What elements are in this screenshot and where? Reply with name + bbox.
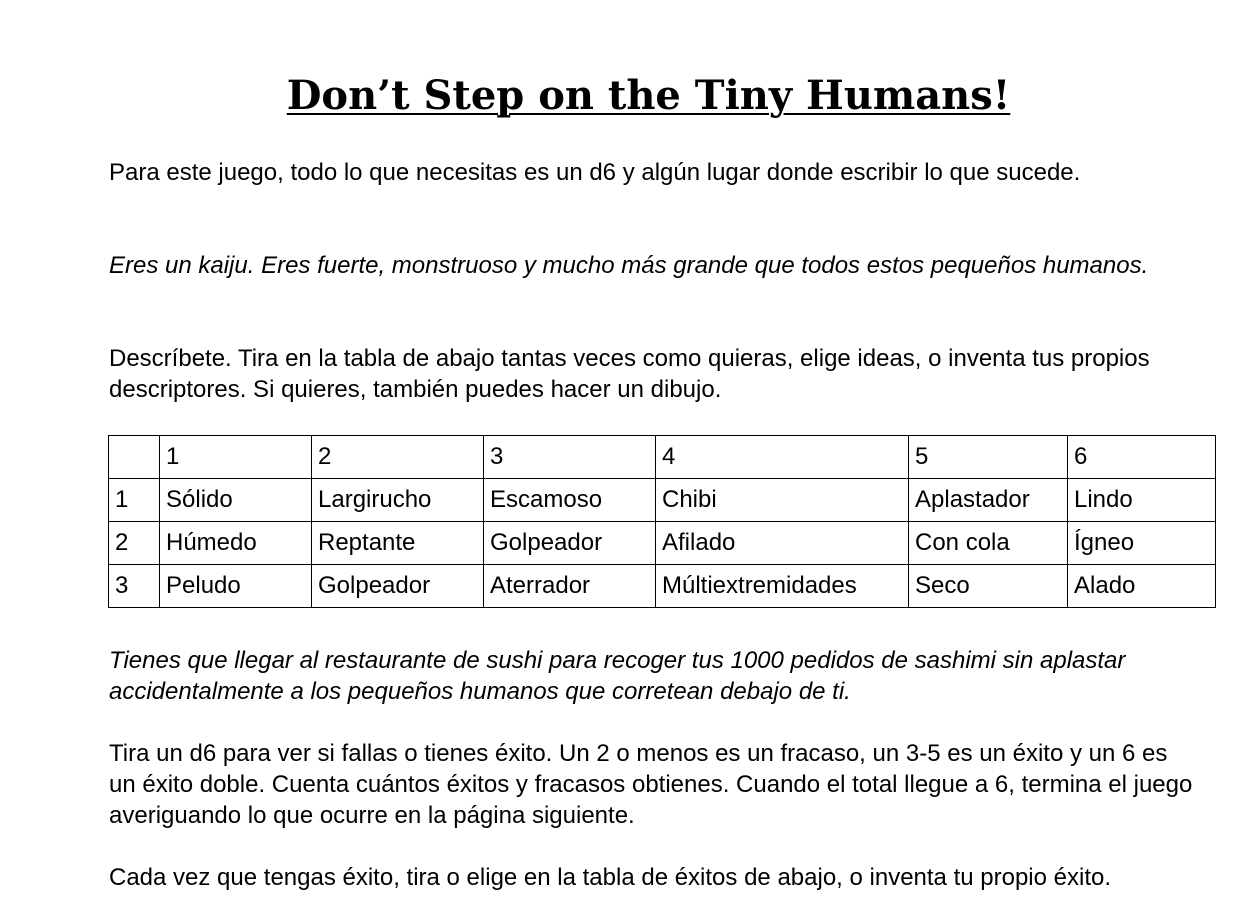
goal-paragraph: Tienes que llegar al restaurante de sushi para recoger tus 1000 pedidos de sashimi sin aplastar accidentalmente a los pequeños humanos que corretean debajo de ti. (109, 647, 1126, 705)
table-cell: Golpeador (484, 522, 656, 565)
table-header-cell (109, 436, 160, 479)
descriptor-table (108, 435, 1216, 608)
describe-paragraph: Descríbete. Tira en la tabla de abajo tantas veces como quieras, elige ideas, o inventa tus propios descriptores. Si quieres, también puedes hacer un dibujo. (109, 345, 1150, 403)
table-cell: Húmedo (160, 522, 312, 565)
table-cell: Ígneo (1068, 522, 1216, 565)
table-cell: Afilado (656, 522, 909, 565)
intro-paragraph: Para este juego, todo lo que necesitas es un d6 y algún lugar donde escribir lo que sucede. (109, 159, 1081, 186)
roll-paragraph: Tira un d6 para ver si fallas o tienes éxito. Un 2 o menos es un fracaso, un 3-5 es un éxito y un 6 es un éxito doble. Cuenta cuántos éxitos y fracasos obtienes. Cuando el total llegue a 6, termina el juego averiguando lo que ocurre en la página siguiente. (109, 740, 1193, 829)
table-cell: Chibi (656, 479, 909, 522)
table-header-row (109, 436, 1216, 479)
table-cell: Con cola (909, 522, 1068, 565)
table-cell: Alado (1068, 565, 1216, 608)
kaiju-paragraph: Eres un kaiju. Eres fuerte, monstruoso y mucho más grande que todos estos pequeños humanos. (109, 252, 1149, 279)
table-header-cell: 1 (160, 436, 312, 479)
table-cell: Peludo (160, 565, 312, 608)
table-header-cell: 5 (909, 436, 1068, 479)
table-row (109, 479, 1216, 522)
table-row-number: 2 (109, 522, 160, 565)
table-cell: Aplastador (909, 479, 1068, 522)
table-row (109, 522, 1216, 565)
table-header-cell: 3 (484, 436, 656, 479)
page-title: Don’t Step on the Tiny Humans! (286, 72, 1011, 119)
success-paragraph: Cada vez que tengas éxito, tira o elige en la tabla de éxitos de abajo, o inventa tu propio éxito. (109, 864, 1111, 891)
table-header-cell: 4 (656, 436, 909, 479)
table-header-cell: 6 (1068, 436, 1216, 479)
table-cell: Largirucho (312, 479, 484, 522)
table-row-number: 1 (109, 479, 160, 522)
table-cell: Aterrador (484, 565, 656, 608)
table-header-cell: 2 (312, 436, 484, 479)
table-cell: Escamoso (484, 479, 656, 522)
table-cell: Sólido (160, 479, 312, 522)
table-cell: Lindo (1068, 479, 1216, 522)
table-cell: Múltiextremidades (656, 565, 909, 608)
table-cell: Reptante (312, 522, 484, 565)
table-row (109, 565, 1216, 608)
table-row-number: 3 (109, 565, 160, 608)
table-cell: Golpeador (312, 565, 484, 608)
table-cell: Seco (909, 565, 1068, 608)
